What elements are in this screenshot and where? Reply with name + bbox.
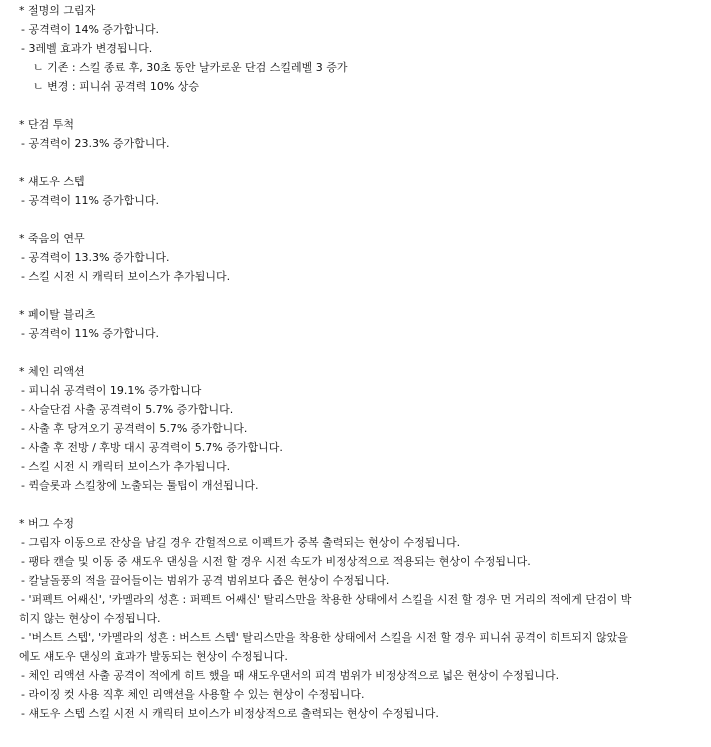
- section-title: * 죽음의 연무: [19, 232, 85, 245]
- note-line: - 칼날돌풍의 적을 끌어들이는 범위가 공격 범위보다 좁은 현상이 수정됩니다.: [21, 574, 390, 587]
- note-line: - '버스트 스텝', '카멜라의 성흔 : 버스트 스텝' 탈리스만을 착용한 상태에서 스킬을 시전 할 경우 피니쉬 공격이 히트되지 않았을: [21, 631, 628, 644]
- note-line: - '퍼펙트 어쌔신', '카멜라의 성흔 : 퍼펙트 어쌔신' 탈리스만을 착용한 상태에서 스킬을 시전 할 경우 먼 거리의 적에게 단검이 박: [21, 593, 632, 606]
- section-title: * 버그 수정: [19, 517, 74, 530]
- note-subline: ㄴ 변경 : 피니쉬 공격력 10% 상승: [33, 80, 200, 93]
- note-line: - 그림자 이동으로 잔상을 남길 경우 간헐적으로 이펙트가 중복 출력되는 현상이 수정됩니다.: [21, 536, 461, 549]
- note-line: - 공격력이 11% 증가합니다.: [21, 194, 160, 207]
- note-line: - 팽타 캔슬 및 이동 중 섀도우 댄싱을 시전 할 경우 시전 속도가 비정상적으로 적용되는 현상이 수정됩니다.: [21, 555, 531, 568]
- note-subline: ㄴ 기존 : 스킬 종료 후, 30초 동안 날카로운 단검 스킬레벨 3 증가: [33, 61, 348, 74]
- note-line: - 공격력이 11% 증가합니다.: [21, 327, 160, 340]
- section-title: * 페이탈 블리츠: [19, 308, 96, 321]
- section-title: * 체인 리액션: [19, 365, 85, 378]
- note-line: - 사출 후 당겨오기 공격력이 5.7% 증가합니다.: [21, 422, 248, 435]
- note-line: - 3레벨 효과가 변경됩니다.: [21, 42, 153, 55]
- note-line: - 공격력이 14% 증가합니다.: [21, 23, 160, 36]
- note-line: - 섀도우 스텝 스킬 시전 시 캐릭터 보이스가 비정상적으로 출력되는 현상이 수정됩니다.: [21, 707, 439, 720]
- note-line: - 피니쉬 공격력이 19.1% 증가합니다: [21, 384, 202, 397]
- note-line: - 체인 리액션 사출 공격이 적에게 히트 했을 때 섀도우댄서의 피격 범위가 비정상적으로 넓은 현상이 수정됩니다.: [21, 669, 560, 682]
- note-line: - 라이징 컷 사용 직후 체인 리액션을 사용할 수 있는 현상이 수정됩니다.: [21, 688, 365, 701]
- note-line: - 공격력이 23.3% 증가합니다.: [21, 137, 170, 150]
- section-title: * 섀도우 스텝: [19, 175, 85, 188]
- section-title: * 절명의 그림자: [19, 4, 96, 17]
- note-line: - 사슬단검 사출 공격력이 5.7% 증가합니다.: [21, 403, 234, 416]
- section-title: * 단검 투척: [19, 118, 74, 131]
- note-line: - 사출 후 전방 / 후방 대시 공격력이 5.7% 증가합니다.: [21, 441, 283, 454]
- note-line: - 스킬 시전 시 캐릭터 보이스가 추가됩니다.: [21, 460, 231, 473]
- note-line: - 스킬 시전 시 캐릭터 보이스가 추가됩니다.: [21, 270, 231, 283]
- note-line: - 퀵슬롯과 스킬창에 노출되는 툴팁이 개선됩니다.: [21, 479, 259, 492]
- note-line-continuation: 히지 않는 현상이 수정됩니다.: [19, 612, 161, 625]
- note-line-continuation: 에도 섀도우 댄싱의 효과가 발동되는 현상이 수정됩니다.: [19, 650, 288, 663]
- note-line: - 공격력이 13.3% 증가합니다.: [21, 251, 170, 264]
